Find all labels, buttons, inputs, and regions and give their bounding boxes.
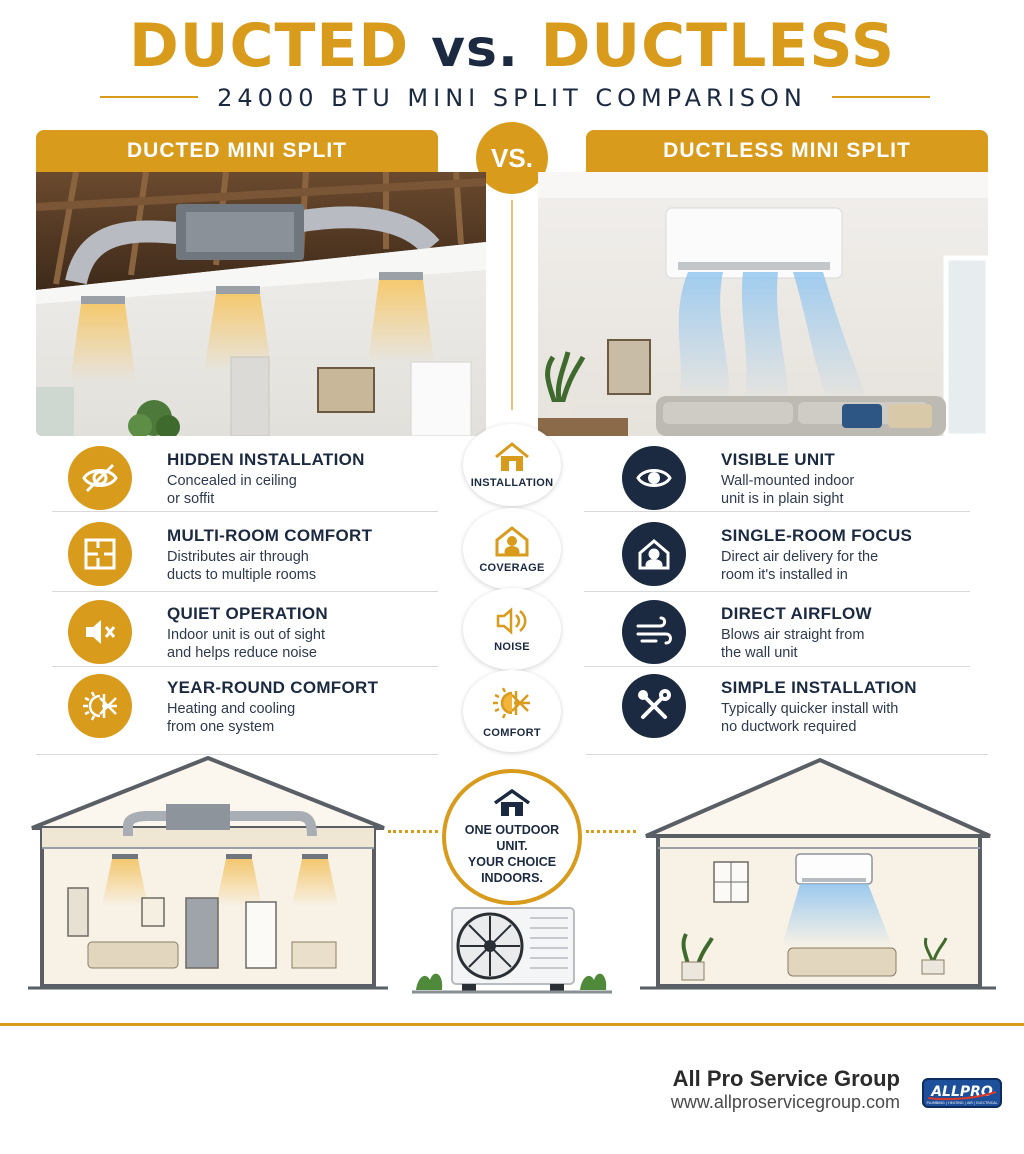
feature-title: SINGLE-ROOM FOCUS [721, 526, 913, 545]
feature-desc: Concealed in ceiling or soffit [167, 473, 297, 507]
ductless-banner: DUCTLESS MINI SPLIT [586, 130, 988, 172]
feature-title: QUIET OPERATION [167, 604, 328, 623]
sun-snowflake-icon [491, 683, 533, 723]
house-person-icon [492, 524, 532, 558]
company-website[interactable]: www.allproservicegroup.com [670, 1092, 900, 1112]
svg-text:PLUMBING | HEATING | AIR | ELE: PLUMBING | HEATING | AIR | ELECTRICAL [926, 1101, 998, 1105]
divider [584, 511, 970, 512]
divider [52, 666, 438, 667]
title-vs: vs. [431, 19, 519, 79]
ducted-feature-hidden-installation [68, 440, 438, 514]
feature-desc: Wall-mounted indoor unit is in plain sight [721, 473, 855, 507]
feature-desc: Blows air straight from the wall unit [721, 627, 865, 661]
subtitle-row [0, 84, 1024, 110]
floorplan-icon [68, 522, 132, 586]
footer-rule [0, 1023, 1024, 1026]
subtitle-rule-left [100, 96, 198, 98]
allpro-logo [922, 1078, 1002, 1108]
divider [584, 591, 970, 592]
ductless-feature-single-room [622, 516, 982, 590]
sun-snowflake-icon [68, 674, 132, 738]
subtitle: 24000 BTU MINI SPLIT COMPARISON [217, 84, 807, 112]
feature-desc: Distributes air through ducts to multiple rooms [167, 549, 317, 583]
ducted-feature-quiet [68, 594, 438, 668]
ductless-room-illustration [538, 172, 988, 436]
feature-title: MULTI-ROOM COMFORT [167, 526, 373, 545]
outdoor-unit-callout: ONE OUTDOOR UNIT. YOUR CHOICE INDOORS. [442, 769, 582, 905]
divider [584, 666, 970, 667]
eye-icon [622, 446, 686, 510]
divider [52, 511, 438, 512]
ducted-feature-multi-room [68, 516, 438, 590]
ducted-feature-year-round [68, 668, 438, 742]
category-comfort: COMFORT [463, 670, 561, 752]
company-name: All Pro Service Group [672, 1066, 900, 1091]
feature-title: DIRECT AIRFLOW [721, 604, 872, 623]
connector-left [388, 830, 438, 833]
ducted-banner: DUCTED MINI SPLIT [36, 130, 438, 172]
connector-right [586, 830, 636, 833]
feature-title: SIMPLE INSTALLATION [721, 678, 917, 697]
wind-icon [622, 600, 686, 664]
ductless-feature-simple-installation [622, 668, 982, 742]
ductless-feature-direct-airflow [622, 594, 982, 668]
ducted-house-diagram [28, 756, 388, 992]
feature-desc: Heating and cooling from one system [167, 701, 296, 735]
ducted-room-illustration [36, 172, 486, 436]
ductless-feature-visible-unit [622, 440, 982, 514]
divider [586, 754, 988, 755]
category-noise: NOISE [463, 588, 561, 670]
eye-slash-icon [68, 446, 132, 510]
divider [36, 754, 438, 755]
house-person-icon [622, 522, 686, 586]
tools-icon [622, 674, 686, 738]
title-ducted: DUCTED [128, 11, 410, 81]
category-coverage: COVERAGE [463, 508, 561, 590]
outdoor-condenser-unit [412, 906, 612, 996]
feature-title: VISIBLE UNIT [721, 450, 836, 469]
center-divider [511, 200, 513, 410]
page-title [0, 11, 1024, 81]
title-ductless: DUCTLESS [540, 11, 896, 81]
feature-title: HIDDEN INSTALLATION [167, 450, 365, 469]
house-icon [492, 441, 532, 473]
divider [52, 591, 438, 592]
category-installation: INSTALLATION [463, 424, 561, 506]
vs-badge: VS. [476, 122, 548, 194]
speaker-mute-icon [68, 600, 132, 664]
feature-desc: Typically quicker install with no ductwork required [721, 701, 899, 735]
ductless-house-diagram [640, 756, 996, 992]
speaker-icon [492, 605, 532, 637]
svg-text:ALLPRO: ALLPRO [931, 1084, 993, 1100]
house-icon [491, 788, 533, 818]
feature-title: YEAR-ROUND COMFORT [167, 678, 379, 697]
subtitle-rule-right [832, 96, 930, 98]
feature-desc: Direct air delivery for the room it's installed in [721, 549, 879, 583]
feature-desc: Indoor unit is out of sight and helps reduce noise [167, 627, 325, 661]
